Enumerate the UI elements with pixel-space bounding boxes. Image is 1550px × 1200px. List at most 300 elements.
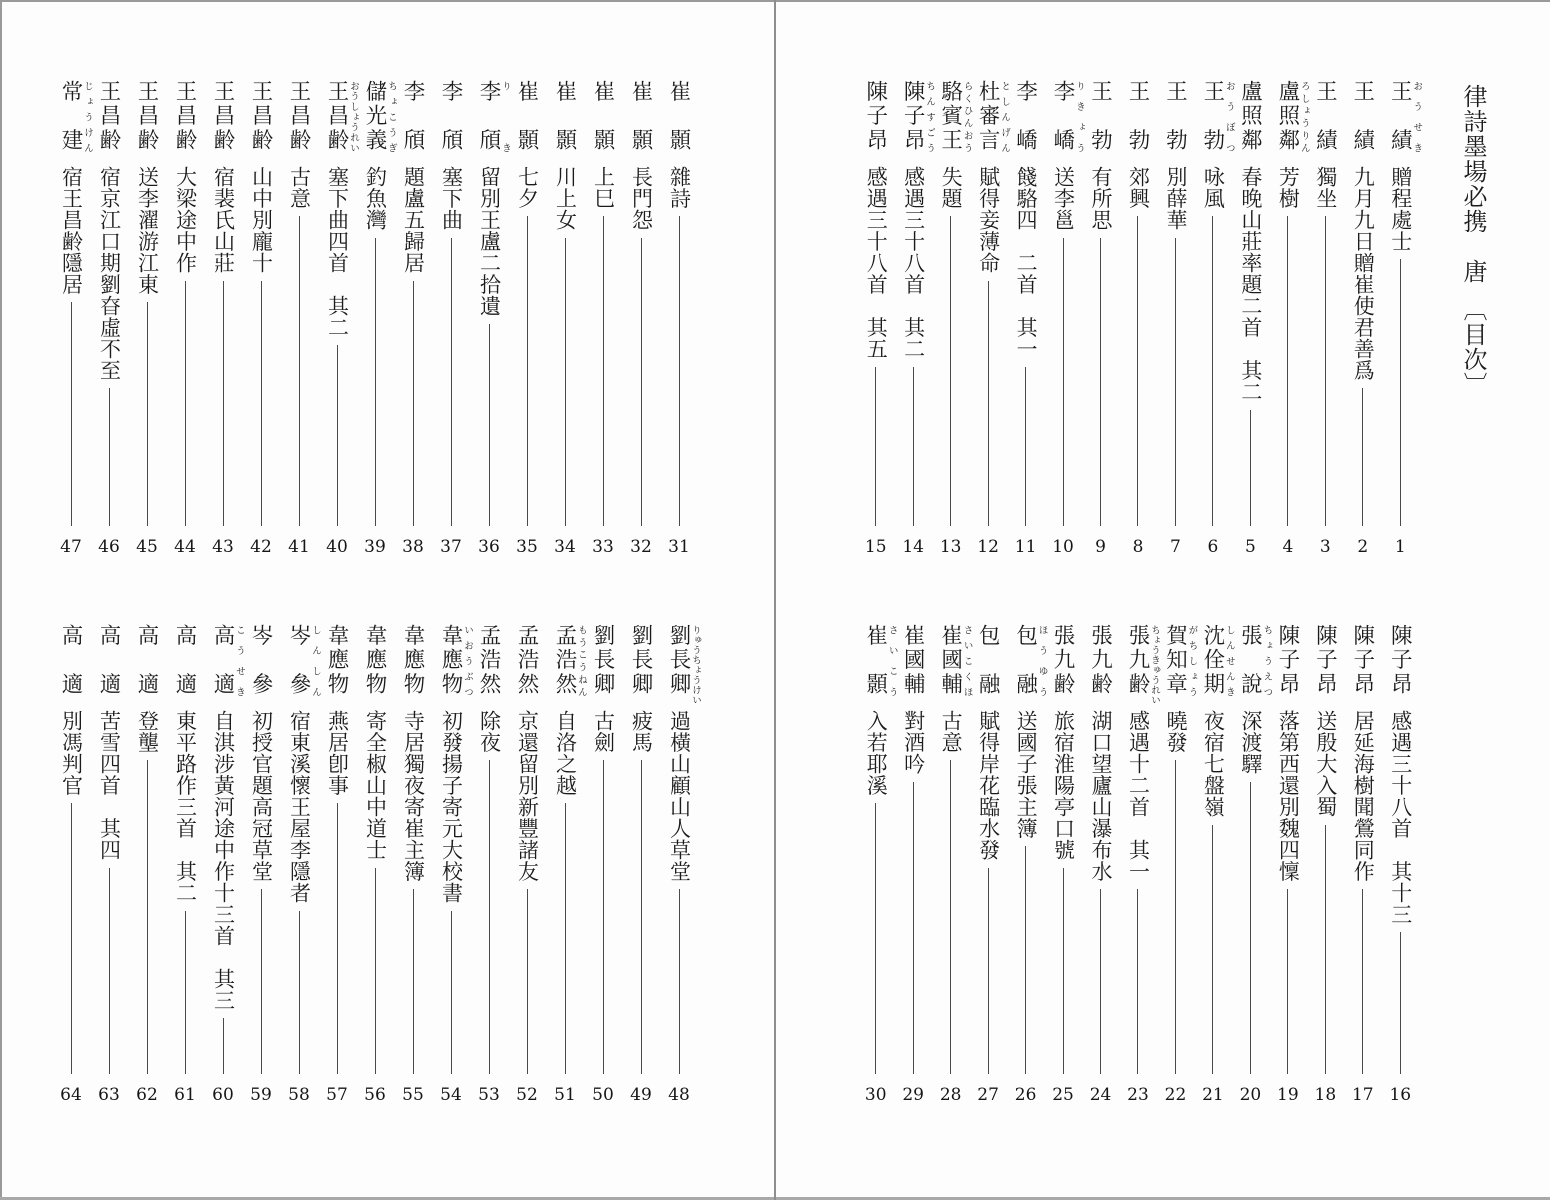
leader-line: [1100, 238, 1101, 527]
author-furigana: りきょう: [1074, 81, 1085, 153]
leader-line: [451, 911, 452, 1075]
toc-entry: [52, 624, 90, 1106]
toc-entry: [394, 80, 432, 558]
author-name: 崔顥: [515, 80, 539, 150]
poem-title: 夜宿七盤嶺: [1201, 710, 1226, 818]
poem-title: 自淇涉黃河途中作十三首 其三: [211, 710, 236, 1011]
author-furigana: さいこう: [886, 625, 897, 697]
leader-line: [375, 238, 376, 527]
leader-line: [185, 281, 186, 527]
page-number: 10: [1052, 537, 1074, 557]
author-name: 包融: [1013, 624, 1038, 694]
page-number: 26: [1014, 1085, 1037, 1105]
poem-title: 郊興: [1126, 166, 1151, 209]
poem-title: 大梁途中作: [173, 166, 198, 274]
poem-title: 留別王盧二拾遺: [477, 166, 502, 317]
toc-entry: [969, 624, 1006, 1106]
author-name: 李頎: [439, 80, 463, 150]
toc-entry: [318, 624, 356, 1106]
author-name: 陳子昂: [1350, 624, 1375, 694]
author-furigana: もうこうねん: [576, 625, 586, 697]
page-number: 18: [1314, 1085, 1337, 1105]
leader-line: [1325, 216, 1326, 526]
author-furigana: しんせんき: [1223, 625, 1234, 697]
page-number: 20: [1239, 1085, 1262, 1105]
poem-title: 京還留別新豐諸友: [515, 710, 540, 882]
toc-entry: [242, 80, 280, 558]
author-name: 劉長卿: [667, 624, 691, 694]
author-name: 王昌齢: [211, 80, 235, 150]
page-number: 12: [977, 537, 999, 557]
author-name: 崔顥: [591, 80, 615, 150]
author-name: 王績: [1388, 80, 1413, 150]
page-number: 7: [1170, 537, 1181, 557]
author-name: 韋應物: [363, 624, 387, 694]
author-furigana: ちょこうぎ: [386, 81, 396, 153]
author-block: [432, 624, 470, 710]
poem-title: 燕居卽事: [325, 710, 350, 796]
page-number: 28: [939, 1085, 962, 1105]
leader-line: [1212, 216, 1213, 526]
leader-line: [451, 238, 452, 527]
page-number: 53: [478, 1085, 500, 1105]
author-block: [280, 80, 318, 166]
author-block: [1044, 80, 1085, 166]
poem-title: 苦雪四首 其四: [97, 710, 122, 861]
author-name: 孟浩然: [553, 624, 577, 694]
author-furigana: おうしょうれい: [348, 81, 358, 153]
toc-row-left-bottom: [52, 624, 698, 1106]
toc-entry: [894, 624, 931, 1106]
author-block: [1382, 624, 1419, 710]
toc-row-right-top: [857, 80, 1422, 558]
author-name: 李頎: [477, 80, 501, 150]
leader-line: [375, 868, 376, 1075]
leader-line: [299, 216, 300, 526]
author-block: [242, 80, 280, 166]
author-block: [1344, 80, 1381, 166]
author-name: 包融: [976, 624, 1001, 694]
book-title: 律詩墨場必携 唐 〔目次〕: [1459, 84, 1485, 397]
poem-title: 深渡驛: [1238, 710, 1263, 775]
page-number: 51: [554, 1085, 576, 1105]
poem-title: 送李邕: [1051, 166, 1076, 231]
page-number: 58: [288, 1085, 310, 1105]
author-name: 韋應物: [439, 624, 463, 694]
leader-line: [913, 367, 914, 527]
toc-entry: [584, 624, 622, 1106]
author-block: [1232, 80, 1269, 166]
poem-title: 雜詩: [667, 166, 692, 209]
poem-title: 春晚山莊率題二首 其二: [1238, 166, 1263, 403]
leader-line: [565, 803, 566, 1074]
poem-title: 感遇十二首 其一: [1126, 710, 1151, 882]
author-block: [470, 624, 508, 710]
author-block: [1082, 80, 1119, 166]
leader-line: [950, 216, 951, 526]
author-name: 王昌齢: [97, 80, 121, 150]
page-number: 64: [60, 1085, 82, 1105]
author-block: [204, 624, 242, 710]
toc-entry: [356, 80, 394, 558]
author-block: [204, 80, 242, 166]
leader-line: [261, 889, 262, 1074]
toc-entry: [1044, 80, 1085, 558]
page-number: 29: [902, 1085, 924, 1105]
toc-entry: [894, 80, 935, 558]
page-number: 8: [1132, 537, 1144, 557]
page-number: 19: [1277, 1085, 1299, 1105]
page-number: 37: [440, 537, 462, 557]
page-number: 33: [592, 537, 614, 557]
page-number: 48: [668, 1085, 690, 1105]
author-block: [242, 624, 280, 710]
page-number: 62: [136, 1085, 158, 1105]
leader-line: [679, 889, 680, 1074]
toc-entry: [584, 80, 622, 558]
toc-entry: [1044, 624, 1081, 1106]
toc-entry: [280, 624, 318, 1106]
leader-line: [1287, 889, 1288, 1074]
poem-title: 送李濯游江東: [135, 166, 160, 295]
author-block: [432, 80, 470, 166]
toc-entry: [1232, 624, 1272, 1106]
page-number: 17: [1351, 1085, 1374, 1105]
leader-line: [489, 760, 490, 1074]
page-number: 42: [250, 537, 272, 557]
author-block: [356, 624, 394, 710]
scan-edge-left: [0, 0, 2, 1200]
leader-line: [71, 803, 72, 1074]
poem-title: 送國子張主簿: [1014, 710, 1039, 839]
author-block: [1007, 624, 1047, 710]
author-block: [660, 624, 698, 710]
author-name: 高適: [173, 624, 197, 694]
leader-line: [299, 911, 300, 1075]
author-block: [394, 624, 432, 710]
leader-line: [603, 216, 604, 526]
leader-line: [223, 281, 224, 527]
poem-title: 過橫山顧山人草堂: [667, 710, 692, 882]
toc-entry: [1382, 624, 1419, 1106]
author-block: [128, 624, 166, 710]
leader-line: [988, 868, 989, 1075]
author-block: [470, 80, 508, 166]
poem-title: 除夜: [477, 710, 502, 753]
author-block: [622, 624, 660, 710]
author-block: [52, 80, 90, 166]
page-number: 55: [402, 1085, 424, 1105]
toc-entry: [128, 80, 166, 558]
poem-title: 長門怨: [629, 166, 654, 231]
author-block: [1119, 80, 1156, 166]
author-name: 高適: [211, 624, 235, 694]
author-name: 杜審言: [976, 80, 1001, 150]
page-number: 60: [212, 1085, 234, 1105]
author-name: 陳子昂: [901, 80, 926, 150]
page-number: 57: [326, 1085, 348, 1105]
page-number: 63: [98, 1085, 120, 1105]
page-number: 22: [1164, 1085, 1187, 1105]
author-furigana: しんしん: [310, 625, 320, 697]
author-block: [128, 80, 166, 166]
toc-row-left-top: [52, 80, 698, 558]
toc-entry: [969, 80, 1010, 558]
author-block: [166, 80, 204, 166]
author-block: [1194, 80, 1234, 166]
toc-entry: [857, 624, 897, 1106]
author-furigana: ちょうきゅうれい: [1148, 625, 1159, 705]
author-furigana: さいこくほ: [961, 625, 972, 697]
author-name: 王勃: [1088, 80, 1113, 150]
poem-title: 塞下曲: [439, 166, 464, 231]
page-spread-divider: [774, 0, 776, 1200]
poem-title: 失題: [939, 166, 964, 209]
page-number: 4: [1282, 537, 1294, 557]
leader-line: [489, 324, 490, 527]
author-block: [1119, 624, 1159, 710]
leader-line: [337, 803, 338, 1074]
author-block: [1307, 624, 1344, 710]
page-number: 15: [864, 537, 887, 557]
author-name: 李頎: [401, 80, 425, 150]
poem-title: 東平路作三首 其二: [173, 710, 198, 904]
poem-title: 送殷大入蜀: [1313, 710, 1338, 818]
leader-line: [1137, 889, 1138, 1074]
page-number: 50: [592, 1085, 614, 1105]
author-block: [1194, 624, 1234, 710]
author-block: [394, 80, 432, 166]
author-block: [857, 624, 897, 710]
author-name: 岑參: [287, 624, 311, 694]
leader-line: [147, 760, 148, 1074]
author-block: [969, 624, 1006, 710]
author-block: [546, 624, 584, 710]
poem-title: 宿王昌齢隱居: [59, 166, 84, 295]
poem-title: 登壟: [135, 710, 160, 753]
toc-entry: [1119, 624, 1159, 1106]
author-name: 沈佺期: [1200, 624, 1225, 694]
page-number: 27: [977, 1085, 999, 1105]
leader-line: [1025, 367, 1026, 527]
poem-title: 曉發: [1163, 710, 1188, 753]
poem-title: 初授官題高冠草堂: [249, 710, 274, 882]
author-name: 崔國輔: [901, 624, 926, 694]
toc-entry: [280, 80, 318, 558]
poem-title: 賦得妾薄命: [976, 166, 1001, 274]
author-name: 崔顥: [863, 624, 888, 694]
poem-title: 塞下曲四首 其二: [325, 166, 350, 338]
toc-entry: [1194, 80, 1234, 558]
author-name: 高適: [59, 624, 83, 694]
toc-entry: [660, 80, 698, 558]
page-number: 3: [1319, 537, 1331, 557]
leader-line: [565, 238, 566, 527]
author-block: [622, 80, 660, 166]
leader-line: [147, 302, 148, 526]
poem-title: 九月九日贈崔使君善爲: [1351, 166, 1376, 381]
toc-entry: [546, 80, 584, 558]
toc-entry: [1157, 624, 1197, 1106]
leader-line: [1063, 238, 1064, 527]
leader-line: [1212, 825, 1213, 1075]
author-name: 韋應物: [401, 624, 425, 694]
toc-entry: [432, 80, 470, 558]
leader-line: [875, 803, 876, 1074]
leader-line: [1400, 932, 1401, 1074]
toc-entry: [660, 624, 698, 1106]
author-name: 盧照鄰: [1275, 80, 1300, 150]
author-name: 駱賓王: [938, 80, 963, 150]
toc-entry: [1382, 80, 1422, 558]
toc-entry: [432, 624, 470, 1106]
author-block: [546, 80, 584, 166]
poem-title: 上巳: [591, 166, 616, 209]
poem-title: 旅宿淮陽亭口號: [1051, 710, 1076, 861]
toc-entry: [166, 624, 204, 1106]
author-furigana: りき: [500, 81, 510, 153]
leader-line: [641, 238, 642, 527]
author-block: [52, 624, 90, 710]
leader-line: [527, 889, 528, 1074]
author-furigana: こうせき: [234, 625, 244, 697]
poem-title: 賦得岸花臨水發: [976, 710, 1001, 861]
page-number: 14: [902, 537, 924, 557]
author-furigana: じょうけん: [82, 81, 92, 153]
toc-entry: [932, 624, 972, 1106]
poem-title: 古意: [287, 166, 312, 209]
author-name: 劉長卿: [629, 624, 653, 694]
author-block: [1082, 624, 1119, 710]
toc-entry: [356, 624, 394, 1106]
page-number: 9: [1095, 537, 1106, 557]
author-furigana: としんげん: [999, 81, 1010, 153]
poem-title: 古意: [939, 710, 964, 753]
leader-line: [1175, 238, 1176, 527]
poem-title: 別馮判官: [59, 710, 84, 796]
poem-title: 題盧五歸居: [401, 166, 426, 274]
poem-title: 宿裴氏山莊: [211, 166, 236, 274]
author-name: 張九齢: [1051, 624, 1076, 694]
toc-entry: [508, 624, 546, 1106]
leader-line: [988, 281, 989, 527]
toc-entry: [1082, 624, 1119, 1106]
poem-title: 別薛華: [1163, 166, 1188, 231]
toc-entry: [1307, 80, 1344, 558]
poem-title: 感遇三十八首 其五: [864, 166, 889, 360]
poem-title: 贈程處士: [1388, 166, 1413, 252]
toc-entry: [932, 80, 972, 558]
author-name: 陳子昂: [1388, 624, 1413, 694]
page-number: 16: [1389, 1085, 1412, 1105]
author-furigana: がちしょう: [1186, 625, 1197, 697]
author-name: 崔顥: [629, 80, 653, 150]
poem-title: 餞駱四 二首 其一: [1014, 166, 1039, 360]
toc-entry: [1344, 80, 1381, 558]
page-number: 39: [364, 537, 386, 557]
author-name: 孟浩然: [515, 624, 539, 694]
page-number: 36: [478, 537, 500, 557]
author-name: 陳子昂: [863, 80, 888, 150]
author-name: 王勃: [1200, 80, 1225, 150]
leader-line: [1025, 846, 1026, 1074]
author-name: 張九齢: [1125, 624, 1150, 694]
page-number: 30: [864, 1085, 887, 1105]
leader-line: [1175, 760, 1176, 1074]
author-block: [356, 80, 394, 166]
author-block: [508, 624, 546, 710]
page-number: 35: [516, 537, 538, 557]
author-name: 王昌齢: [325, 80, 349, 150]
author-block: [584, 80, 622, 166]
toc-entry: [470, 624, 508, 1106]
author-block: [894, 80, 935, 166]
author-block: [1007, 80, 1044, 166]
leader-line: [1250, 782, 1251, 1075]
poem-title: 釣魚灣: [363, 166, 388, 231]
author-furigana: ほうゆう: [1036, 625, 1047, 697]
poem-title: 感遇三十八首 其二: [901, 166, 926, 360]
author-name: 王勃: [1163, 80, 1188, 150]
author-name: 張說: [1238, 624, 1263, 694]
toc-entry: [90, 624, 128, 1106]
leader-line: [1100, 889, 1101, 1074]
page-number: 59: [250, 1085, 272, 1105]
page-number: 45: [136, 537, 158, 557]
toc-entry: [1157, 80, 1194, 558]
page-number: 32: [630, 537, 652, 557]
page-number: 6: [1207, 537, 1219, 557]
toc-entry: [128, 624, 166, 1106]
toc-entry: [1007, 624, 1047, 1106]
toc-entry: [1119, 80, 1156, 558]
toc-entry: [508, 80, 546, 558]
page-number: 49: [630, 1085, 652, 1105]
toc-entry: [204, 624, 242, 1106]
leader-line: [1325, 825, 1326, 1075]
page-number: 52: [516, 1085, 538, 1105]
page-number: 40: [326, 537, 348, 557]
leader-line: [1400, 259, 1401, 526]
toc-entry: [1269, 624, 1306, 1106]
leader-line: [1137, 216, 1138, 526]
author-name: 高適: [97, 624, 121, 694]
poem-title: 芳樹: [1276, 166, 1301, 209]
leader-line: [1362, 889, 1363, 1074]
toc-entry: [622, 624, 660, 1106]
leader-line: [413, 281, 414, 527]
author-name: 盧照鄰: [1238, 80, 1263, 150]
poem-title: 自洛之越: [553, 710, 578, 796]
leader-line: [185, 911, 186, 1075]
poem-title: 古劍: [591, 710, 616, 753]
toc-entry: [1269, 80, 1309, 558]
leader-line: [109, 868, 110, 1075]
author-block: [1157, 80, 1194, 166]
toc-entry: [242, 624, 280, 1106]
author-block: [1269, 624, 1306, 710]
poem-title: 入若耶溪: [864, 710, 889, 796]
author-block: [1044, 624, 1081, 710]
author-name: 常建: [59, 80, 83, 150]
author-block: [1157, 624, 1197, 710]
leader-line: [875, 367, 876, 527]
poem-title: 宿京江口期劉昚虛不至: [97, 166, 122, 381]
author-block: [969, 80, 1010, 166]
toc-entry: [857, 80, 894, 558]
page-number: 1: [1394, 537, 1406, 557]
leader-line: [223, 1018, 224, 1074]
